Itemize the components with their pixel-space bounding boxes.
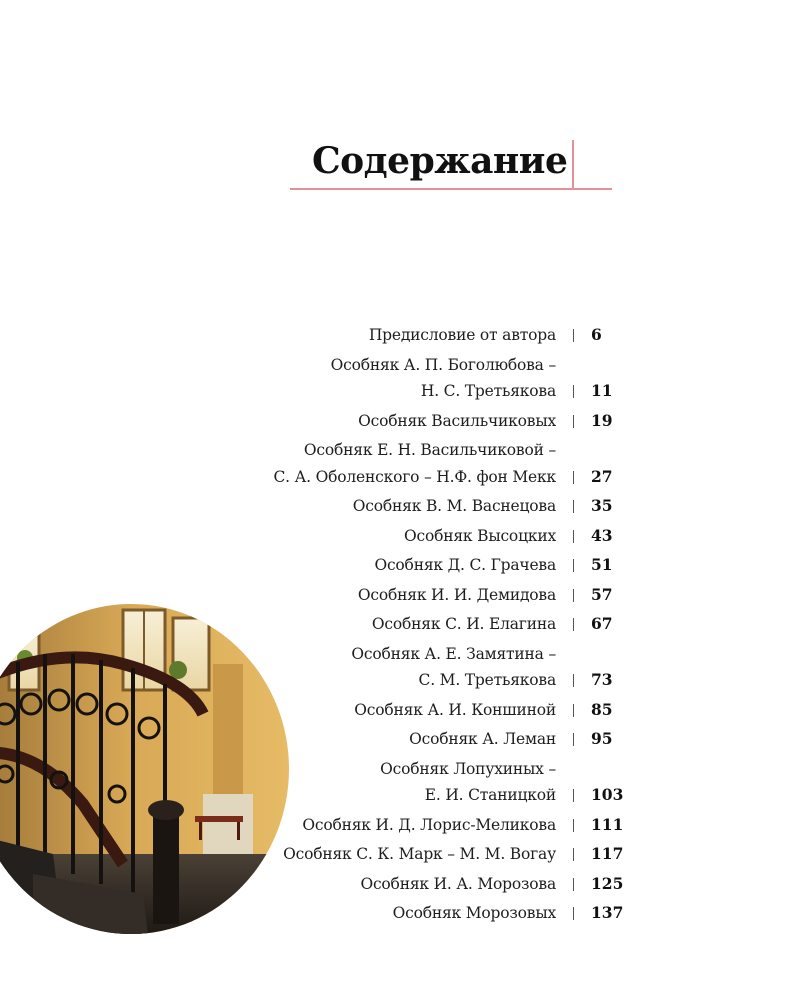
toc-separator	[573, 471, 574, 484]
toc-separator	[573, 733, 574, 746]
toc-page-number: 51	[591, 555, 613, 574]
toc-separator	[573, 559, 574, 572]
toc-page-number: 111	[591, 814, 624, 834]
toc-entry[interactable]	[200, 900, 624, 927]
toc-separator	[573, 789, 574, 802]
toc-entry-title: С. А. Оболенского – Н.Ф. фон Мекк	[273, 467, 556, 486]
toc-entry[interactable]	[200, 408, 620, 435]
toc-entry-title: Особняк С. К. Марк – М. М. Вогау	[283, 845, 556, 863]
toc-page-number: 6	[591, 325, 602, 344]
toc-separator	[573, 907, 574, 920]
title-vertical-rule	[572, 140, 574, 190]
toc-page-number: 95	[591, 729, 613, 748]
toc-page-number: 67	[591, 614, 613, 633]
toc-entry-title: Особняк Лопухиных –	[380, 759, 556, 778]
toc-separator	[573, 674, 574, 687]
toc-entry-title: Особняк А. И. Коншиной	[354, 700, 556, 719]
toc-page-number: 27	[591, 466, 613, 486]
toc-page-number: 57	[591, 584, 613, 604]
toc-entry-title: Е. И. Станицкой	[424, 786, 556, 804]
toc-separator	[573, 819, 574, 832]
toc-entry-title: С. М. Третьякова	[418, 671, 556, 689]
toc-entry-title: Особняк И. А. Морозова	[360, 874, 556, 893]
toc-entry-title: Особняк Д. С. Грачева	[374, 556, 556, 574]
toc-entry-title: Особняк Е. Н. Васильчиковой –	[303, 441, 556, 459]
toc-entry[interactable]	[200, 352, 620, 405]
toc-separator	[573, 385, 574, 398]
toc-page-number: 85	[591, 699, 613, 719]
toc-entry[interactable]	[200, 552, 620, 579]
toc-separator	[573, 329, 574, 342]
title-underline	[290, 188, 612, 190]
toc-entry[interactable]	[200, 523, 620, 550]
toc-entry-title: Особняк Васильчиковых	[358, 411, 556, 430]
toc-page-number: 73	[591, 670, 613, 689]
toc-separator	[573, 704, 574, 717]
toc-entry[interactable]	[200, 322, 620, 349]
toc-entry[interactable]	[200, 871, 624, 898]
toc-entry-title: Особняк Морозовых	[392, 904, 556, 922]
toc-entry-title: Особняк А. Леман	[409, 730, 556, 748]
toc-page-number: 103	[591, 785, 624, 804]
toc-separator	[573, 500, 574, 513]
toc-entry-title: Особняк С. И. Елагина	[371, 615, 556, 633]
toc-entry-title: Особняк И. И. Демидова	[357, 585, 556, 604]
toc-entry[interactable]	[200, 582, 620, 609]
toc-entry-title: Особняк В. М. Васнецова	[352, 497, 556, 515]
toc-page-number: 137	[591, 903, 624, 922]
page-title: Содержание	[312, 140, 568, 182]
toc-separator	[573, 415, 574, 428]
toc-page-number: 43	[591, 525, 613, 545]
toc-page-number: 125	[591, 873, 624, 893]
toc-entry-title: Н. С. Третьякова	[420, 382, 556, 400]
toc-page-number: 117	[591, 844, 624, 863]
toc-entry[interactable]	[200, 493, 620, 520]
toc-entry-title: Особняк И. Д. Лорис-Меликова	[302, 815, 556, 834]
heading-block	[290, 130, 612, 192]
toc-entry-title: Особняк Высоцких	[403, 526, 556, 545]
toc-entry[interactable]	[200, 611, 620, 638]
toc-separator	[573, 618, 574, 631]
toc-page-number: 11	[591, 381, 613, 400]
toc-separator	[573, 530, 574, 543]
toc-separator	[573, 878, 574, 891]
toc-entry-title: Особняк А. Е. Замятина –	[351, 644, 556, 663]
toc-page-number: 19	[591, 410, 613, 430]
toc-entry-title: Предисловие от автора	[368, 326, 556, 344]
toc-separator	[573, 589, 574, 602]
toc-separator	[573, 848, 574, 861]
toc-page-number: 35	[591, 496, 613, 515]
toc-entry-title: Особняк А. П. Боголюбова –	[330, 355, 556, 374]
toc-entry[interactable]	[200, 437, 620, 490]
